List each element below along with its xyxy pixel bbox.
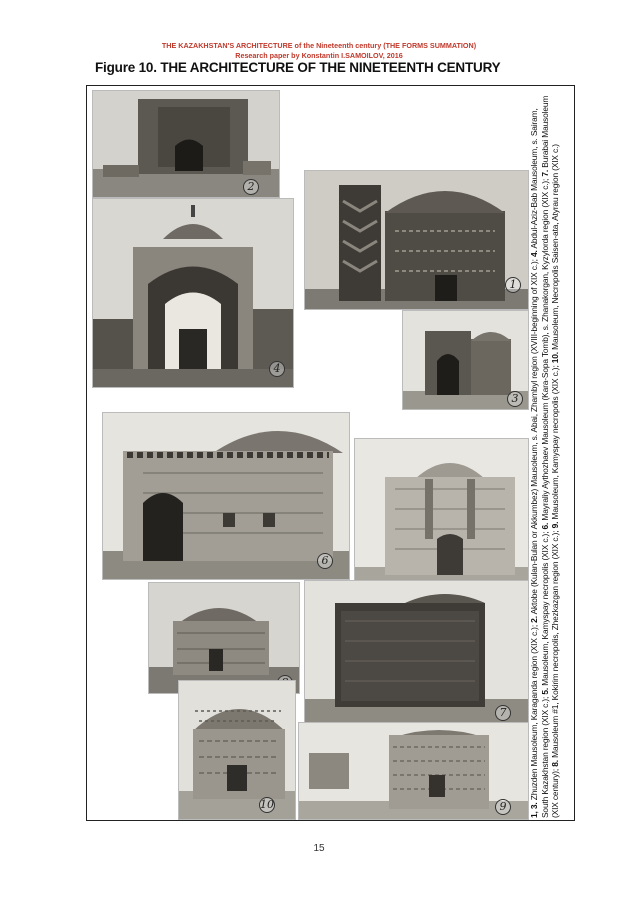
plate-number: 7 [495,705,511,721]
photo-plate-8 [148,582,300,694]
running-header-author: Research paper by Konstantin I.SAMOILOV, 2016 [235,51,403,60]
photo-plate-2 [92,90,280,198]
photo-plate-9 [298,722,529,820]
plate-number: 4 [269,361,285,377]
plate-number: 9 [495,799,511,815]
caption-item-number: 7. [539,169,550,177]
photo-plate-10 [178,680,296,820]
caption-item-text: Abdul-Aziz-Bab Mausoleum, s. Sairam, South Kazakhstan region (XIX c.); [529,108,550,818]
photo-plate-4 [92,198,294,388]
caption-item-number: 10. [550,352,561,364]
running-header-title: THE KAZAKHSTAN'S ARCHITECTURE of the Nineteenth century (THE FORMS SUMMATION) [161,41,477,50]
figure-caption [529,88,573,818]
caption-item-number: 2. [529,616,539,623]
photo-plate-3 [402,310,529,410]
caption-item-number: 5. [539,687,550,695]
caption-item-text: Mausoleum, Necropolis Saisen-ata, Atyrau region (XIX c.) [550,144,561,352]
caption-item-text: Zhuzden Mausoleum, Karaganda region (XIX c.); [529,622,539,803]
photo-plate-7 [304,580,529,730]
plate-number: 1 [505,277,521,293]
plate-number: 2 [243,179,259,195]
photo-plate-6 [102,412,350,580]
page-number: 15 [313,843,325,854]
plate-number: 6 [317,553,333,569]
figure-caption-area [529,88,573,818]
caption-item-number: 9. [550,521,561,529]
caption-item-text: Mayraliy Aythozhaev Mausoleum (Kara-Sopa Tomb), s. Zhanakorgan, Kyzylorda region (XIX c.); [539,176,550,523]
caption-item-number: 8. [550,760,561,767]
caption-item-number: 6. [539,522,550,530]
photo-plates [92,90,529,820]
caption-item-text: Aktobe (Kulan-Bulan or Akkumbez) Mausoleum, s. Abai, Zhambyl region (XVIII-beginning of XIX c.); [529,257,539,617]
plate-number: 10 [260,798,274,811]
photo-plate-5 [354,438,529,588]
figure-title: Figure 10. THE ARCHITECTURE OF THE NINETEENTH CENTURY [95,60,501,75]
caption-item-text: Mausoleum #1, Kokirim necropolis, Zhezkazgan region (XIX c.); [550,528,561,761]
caption-item-text: Mausoleum, Kamyspay necropolis (XIX c.); [550,363,561,522]
caption-item-text: Burabai Mausoleum (XIX century); [539,95,561,818]
caption-item-number: 4. [529,250,539,258]
plate-number: 3 [507,391,523,407]
caption-item-number: 1, 3. [529,802,539,818]
photo-plate-1 [304,170,529,310]
caption-item-text: Mausoleum, Kamyspay necropolis (XIX c.); [539,529,550,688]
